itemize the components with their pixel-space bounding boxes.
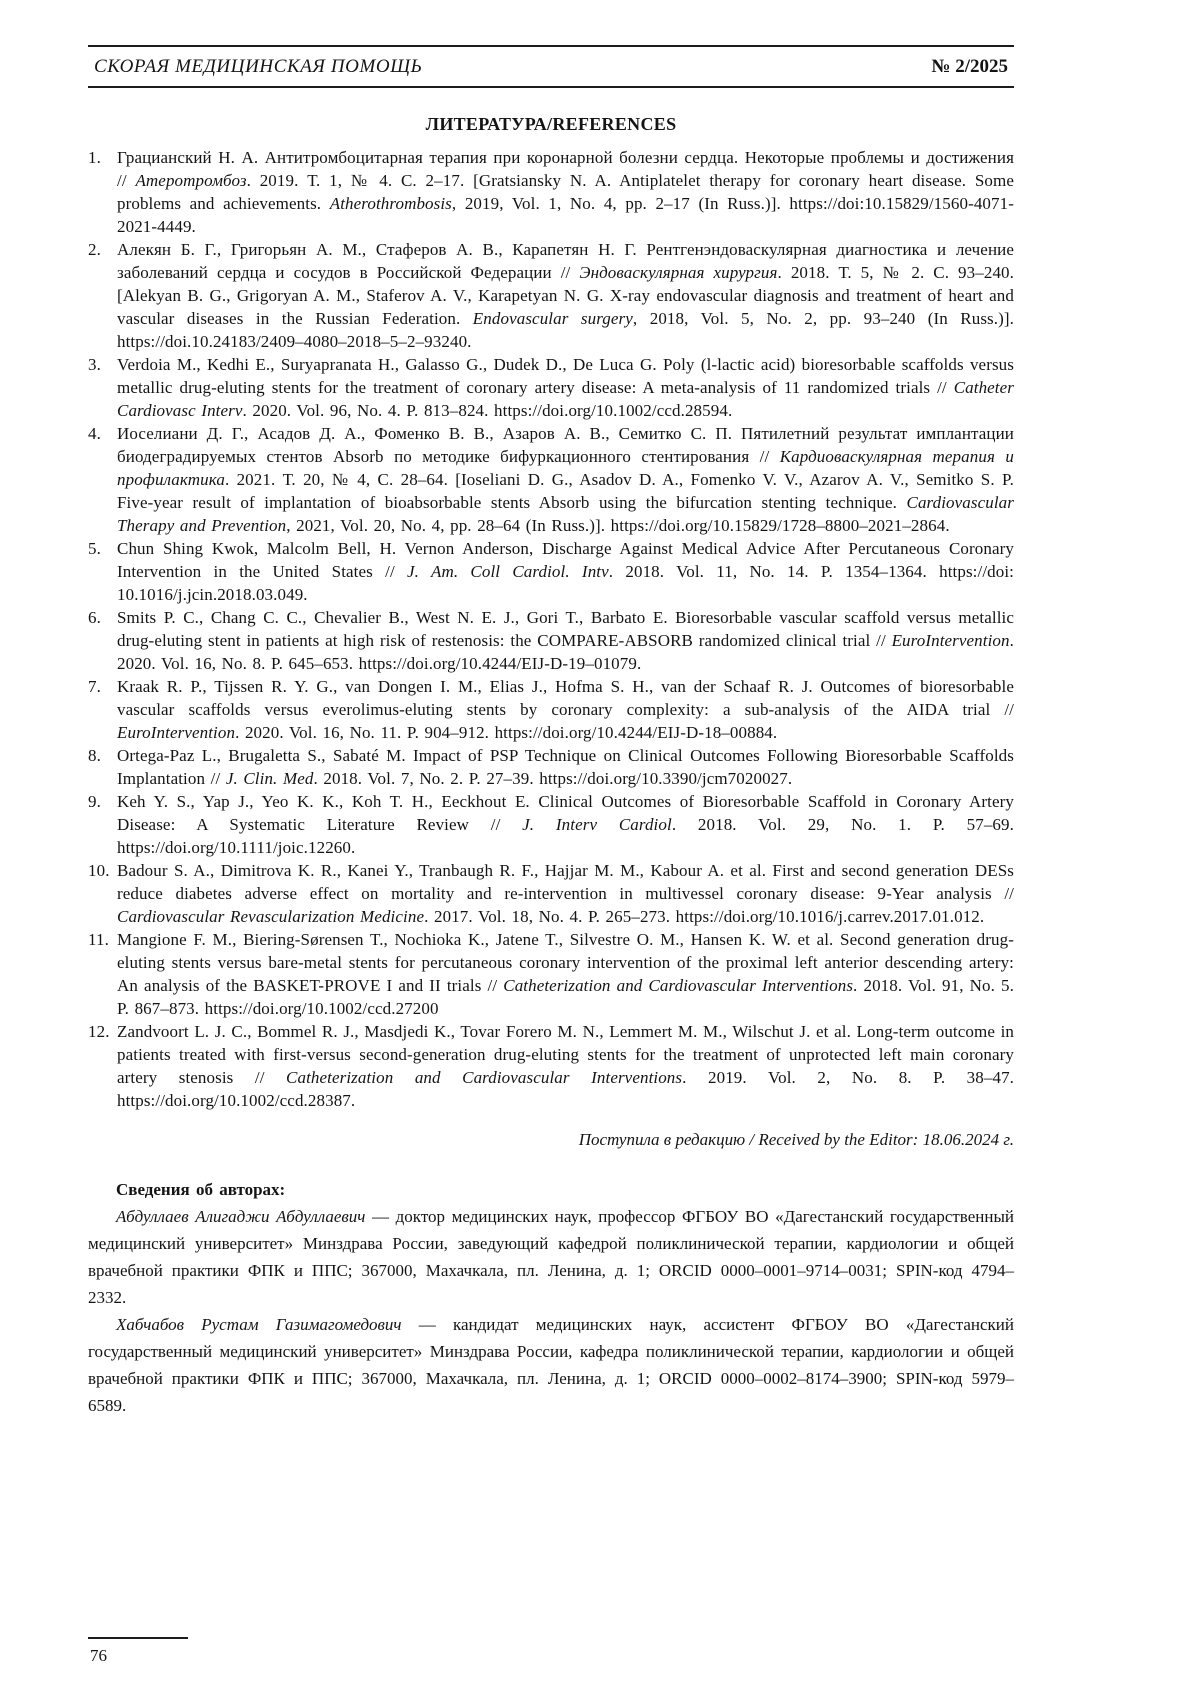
text-segment: Catheter Cardiovasc Interv: [117, 378, 1014, 420]
text-segment: . 2018. Vol. 91, No. 5. P. 867–873. https://doi.org/10.1002/ccd.27200: [117, 976, 1015, 1018]
text-segment: . 2021. Т. 20, № 4, С. 28–64. [Ioseliani D. G., Asadov D. A., Fomenko V. V., Azarov A. V., Semitko S. P. Five-year result of implantation of bioabsorbable stents Absorb using the bifurcation stenting technique.: [117, 470, 1014, 512]
reference-text: [117, 746, 1014, 788]
text-segment: Кардиоваскулярная терапия и профилактика: [117, 447, 1014, 489]
running-header: [88, 45, 1014, 88]
text-segment: Абдуллаев Алигаджи Абдуллаевич: [116, 1207, 366, 1226]
reference-number: 11.: [88, 930, 109, 949]
text-segment: . 2018. Vol. 11, No. 14. P. 1354–1364. https://doi: 10.1016/j.jcin.2018.03.049.: [117, 562, 1014, 604]
reference-number: 7.: [88, 677, 101, 696]
text-segment: Catheterization and Cardiovascular Interventions: [503, 976, 854, 995]
reference-item: [88, 790, 1014, 859]
text-segment: Cardiovascular Therapy and Prevention: [117, 493, 1014, 535]
text-segment: J. Interv Cardiol: [522, 815, 672, 834]
reference-number: 9.: [88, 792, 101, 811]
text-segment: . 2020. Vol. 16, No. 11. P. 904–912. https://doi.org/10.4244/EIJ-D-18–00884.: [235, 723, 778, 742]
reference-item: [88, 353, 1014, 422]
reference-number: 6.: [88, 608, 101, 627]
text-segment: EuroIntervention: [891, 631, 1010, 650]
reference-number: 12.: [88, 1022, 110, 1041]
references-list: [88, 146, 1014, 1112]
text-segment: EuroIntervention: [117, 723, 236, 742]
reference-text: [117, 861, 1014, 926]
reference-item: [88, 537, 1014, 606]
reference-item: [88, 146, 1014, 238]
reference-text: [117, 1022, 1014, 1110]
author-paragraph: [88, 1203, 1014, 1311]
reference-text: [117, 792, 1014, 857]
references-title: ЛИТЕРАТУРА/REFERENCES: [425, 114, 677, 134]
text-segment: Keh Y. S., Yap J., Yeo K. K., Koh T. H., Eeckhout E. Clinical Outcomes of Bioresorbable Scaffold in Coronary Artery Disease: A Systematic Literature Review //: [117, 792, 1014, 834]
text-segment: Chun Shing Kwok, Malcolm Bell, H. Vernon Anderson, Discharge Against Medical Advice After Percutaneous Coronary Intervention in the United States //: [117, 539, 1014, 581]
reference-text: [117, 677, 1014, 742]
reference-text: [117, 424, 1014, 535]
text-segment: , 2019, Vol. 1, No. 4, pp. 2–17 (In Russ.)]. https://doi:10.15829/1560-4071-2021-4449.: [117, 194, 1014, 236]
text-segment: , 2018, Vol. 5, No. 2, pp. 93–240 (In Russ.)]. https://doi.10.24183/2409–4080–2018–5–2–93240.: [117, 309, 1014, 351]
text-segment: J. Clin. Med: [225, 769, 314, 788]
text-segment: Badour S. A., Dimitrova K. R., Kanei Y., Tranbaugh R. F., Hajjar M. M., Kabour A. et al. First and second generation DESs reduce diabetes adverse effect on mortality and re-intervention in multivessel coronary disease: 9-Year analysis //: [117, 861, 1014, 903]
reference-text: [117, 608, 1014, 673]
reference-item: [88, 1020, 1014, 1112]
text-segment: Хабчабов Рустам Газимагомедович: [116, 1315, 402, 1334]
text-segment: . 2019. Т. 1, № 4. С. 2–17. [Gratsiansky N. A. Antiplatelet therapy for coronary heart disease. Some problems and achievements.: [117, 171, 1014, 213]
reference-item: [88, 606, 1014, 675]
reference-number: 3.: [88, 355, 101, 374]
reference-item: [88, 238, 1014, 353]
reference-text: [117, 355, 1014, 420]
text-segment: — кандидат медицинских наук, ассистент ФГБОУ ВО «Дагестанский государственный медицинский университет» Минздрава России, кафедра поликлинической терапии, кардиологии и общей врачебной практики ФПК и ППС; 367000, Махачкала, пл. Ленина, д. 1; ORCID 0000–0002–8174–3900; SPIN-код 5979–6589.: [88, 1315, 1015, 1415]
text-segment: Smits P. C., Chang C. C., Chevalier B., West N. E. J., Gori T., Barbato E. Bioresorbable vascular scaffold versus metallic drug-eluting stent in patients at high risk of restenosis: the COMPARE-ABSORB randomized clinical trial //: [117, 608, 1014, 650]
text-segment: Атеротромбоз: [135, 171, 247, 190]
reference-text: [117, 930, 1014, 1018]
text-segment: Иоселиани Д. Г., Асадов Д. А., Фоменко В. В., Азаров А. В., Семитко С. П. Пятилетний результат имплантации биодеградируемых стентов Absorb по методике бифуркационного стентирования //: [117, 424, 1014, 466]
reference-number: 10.: [88, 861, 110, 880]
text-segment: Ortega-Paz L., Brugaletta S., Sabaté M. Impact of PSP Technique on Clinical Outcomes Following Bioresorbable Scaffolds Implantation //: [117, 746, 1014, 788]
issue-number: № 2/2025: [931, 56, 1008, 77]
text-segment: . 2017. Vol. 18, No. 4. P. 265–273. https://doi.org/10.1016/j.carrev.2017.01.012.: [424, 907, 985, 926]
text-segment: . 2020. Vol. 16, No. 8. P. 645–653. https://doi.org/10.4244/EIJ-D-19–01079.: [117, 631, 1014, 673]
text-segment: . 2018. Т. 5, № 2. С. 93–240. [Alekyan B. G., Grigoryan A. M., Staferov A. V., Karapetyan N. G. X-ray endovascular diagnosis and treatment of heart and vascular diseases in the Russian Federation.: [117, 263, 1015, 328]
text-segment: Cardiovascular Revascularization Medicine: [117, 907, 425, 926]
reference-text: [117, 539, 1014, 604]
reference-number: 8.: [88, 746, 101, 765]
text-segment: J. Am. Coll Cardiol. Intv: [407, 562, 609, 581]
reference-number: 2.: [88, 240, 101, 259]
reference-item: [88, 675, 1014, 744]
text-segment: . 2019. Vol. 2, No. 8. P. 38–47. https://doi.org/10.1002/ccd.28387.: [117, 1068, 1015, 1110]
page-content: [88, 0, 1014, 1419]
text-segment: Verdoia M., Kedhi E., Suryapranata H., Galasso G., Dudek D., De Luca G. Poly (l-lactic acid) bioresorbable scaffolds versus metallic drug-eluting stents for the treatment of coronary artery disease: A meta-analysis of 11 randomized trials //: [117, 355, 1014, 397]
received-by-editor-line: Поступила в редакцию / Received by the Editor: 18.06.2024 г.: [578, 1130, 1014, 1149]
text-segment: . 2018. Vol. 7, No. 2. P. 27–39. https://doi.org/10.3390/jcm7020027.: [313, 769, 793, 788]
text-segment: Atherothrombosis: [329, 194, 452, 213]
text-segment: Грацианский Н. А. Антитромбоцитарная терапия при коронарной болезни сердца. Некоторые проблемы и достижения //: [117, 148, 1014, 190]
authors-heading: Сведения об авторах:: [116, 1180, 286, 1199]
reference-text: [117, 148, 1014, 236]
reference-text: [117, 240, 1014, 351]
text-segment: Алекян Б. Г., Григорьян А. М., Стаферов А. В., Карапетян Н. Г. Рентгенэндоваскулярная диагностика и лечение заболеваний сердца и сосудов в Российской Федерации //: [117, 240, 1014, 282]
text-segment: . 2020. Vol. 96, No. 4. P. 813–824. https://doi.org/10.1002/ccd.28594.: [242, 401, 733, 420]
text-segment: Endovascular surgery: [472, 309, 633, 328]
text-segment: — доктор медицинских наук, профессор ФГБОУ ВО «Дагестанский государственный медицинский университет» Минздрава России, заведующий кафедрой поликлинической терапии, кардиологии и общей врачебной практики ФПК и ППС; 367000, Махачкала, пл. Ленина, д. 1; ORCID 0000–0001–9714–0031; SPIN-код 4794–2332.: [88, 1207, 1014, 1307]
text-segment: Kraak R. P., Tijssen R. Y. G., van Dongen I. M., Elias J., Hofma S. H., van der Schaaf R. J. Outcomes of bioresorbable vascular scaffolds versus everolimus-eluting stents by coronary complexity: a sub-analysis of the AIDA trial //: [117, 677, 1014, 719]
reference-item: [88, 928, 1014, 1020]
journal-title: СКОРАЯ МЕДИЦИНСКАЯ ПОМОЩЬ: [94, 56, 423, 77]
text-segment: . 2018. Vol. 29, No. 1. P. 57–69. https://doi.org/10.1111/joic.12260.: [117, 815, 1014, 857]
footer-rule: [88, 1637, 188, 1639]
text-segment: Zandvoort L. J. C., Bommel R. J., Masdjedi K., Tovar Forero M. N., Lemmert M. M., Wilschut J. et al. Long-term outcome in patients treated with first-versus second-generation drug-eluting stents for the treatment of unprotected left main coronary artery stenosis //: [117, 1022, 1014, 1087]
reference-item: [88, 744, 1014, 790]
reference-item: [88, 859, 1014, 928]
text-segment: Mangione F. M., Biering-Sørensen T., Nochioka K., Jatene T., Silvestre O. M., Hansen K. W. et al. Second generation drug-eluting stents versus bare-metal stents for percutaneous coronary intervention of the proximal left anterior descending artery: An analysis of the BASKET-PROVE I and II trials //: [117, 930, 1014, 995]
reference-item: [88, 422, 1014, 537]
reference-number: 4.: [88, 424, 101, 443]
text-segment: Catheterization and Cardiovascular Interventions: [286, 1068, 683, 1087]
author-paragraph: [88, 1311, 1014, 1419]
reference-number: 1.: [88, 148, 101, 167]
authors-section: [88, 1176, 1014, 1419]
text-segment: Эндоваскулярная хирургия: [579, 263, 778, 282]
reference-number: 5.: [88, 539, 101, 558]
text-segment: , 2021, Vol. 20, No. 4, pp. 28–64 (In Russ.)]. https://doi.org/10.15829/1728–8800–2021–2864.: [286, 516, 950, 535]
page-number: 76: [90, 1646, 107, 1665]
